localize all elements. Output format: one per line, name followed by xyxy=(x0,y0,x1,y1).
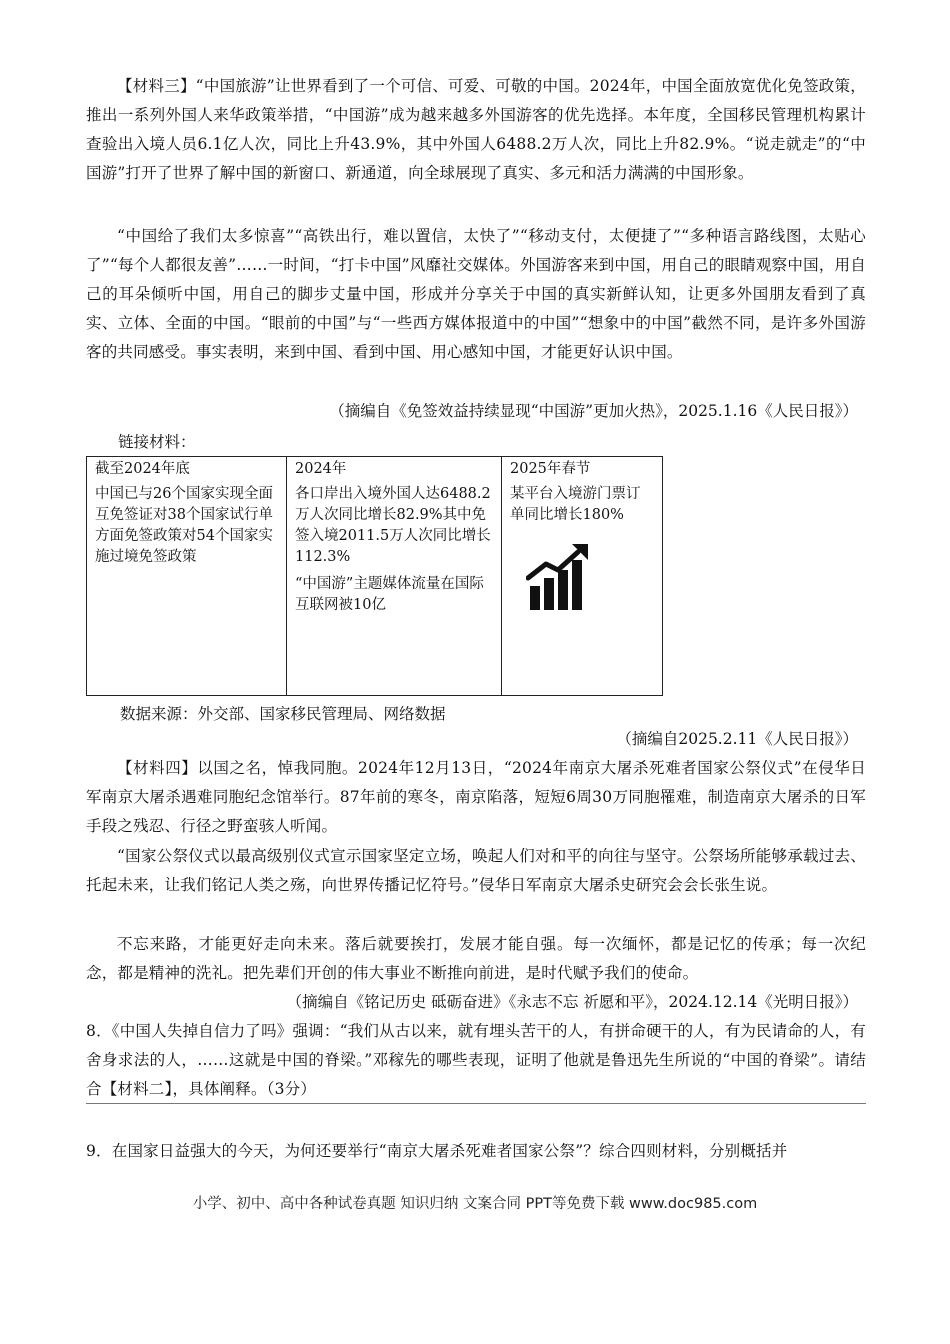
table-cell-2024-entries xyxy=(287,457,502,696)
cell-text: 中国已与26个国家实现全面互免签证对38个国家试行单方面免签政策对54个国家实施过境免签政策 xyxy=(95,486,273,565)
material4-paragraph-2: “国家公祭仪式以最高级别仪式宣示国家坚定立场，唤起人们对和平的向往与坚守。公祭场所能够承载过去、托起未来，让我们铭记人类之殇，向世界传播记忆符号。”侵华日军南京大屠杀史研究会会长张生说。 xyxy=(86,847,866,894)
material3-paragraph-2: “中国给了我们太多惊喜”“高铁出行，难以置信，太快了”“移动支付，太便捷了”“多种语言路线图，太贴心了”“每个人都很友善”……一时间，“打卡中国”风靡社交媒体。外国游客来到中国，用自己的眼睛观察中国，用自己的耳朵倾听中国，用自己的脚步丈量中国，形成并分享关于中国的真实新鲜认知，让更多外国朋友看到了真实、立体、全面的中国。“眼前的中国”与“一些西方媒体报道中的中国”“想象中的中国”截然不同，是许多外国游客的共同感受。事实表明，来到中国、看到中国、用心感知中国，才能更好认识中国。 xyxy=(86,227,866,361)
material4-paragraph-1: 【材料四】以国之名，悼我同胞。2024年12月13日，“2024年南京大屠杀死难者国家公祭仪式”在侵华日军南京大屠杀遇难同胞纪念馆举行。87年前的寒冬，南京陷落，短短6周30万同胞罹难，制造南京大屠杀的日军手段之残忍、行径之野蛮骇人听闻。 xyxy=(86,759,866,835)
table-row xyxy=(87,457,663,696)
cell-heading: 2025年春节 xyxy=(510,461,591,477)
cell-text: 各口岸出入境外国人达6488.2万人次同比增长82.9%其中免签入境2011.5万人次同比增长112.3% xyxy=(295,486,491,565)
link-material-source: （摘编自2025.2.11《人民日报》） xyxy=(616,730,858,748)
material3-paragraph-1: 【材料三】“中国旅游”让世界看到了一个可信、可爱、可敬的中国。2024年，中国全面放宽优化免签政策，推出一系列外国人来华政策举措，“中国游”成为越来越多外国游客的优先选择。本年度，全国移民管理机构累计查验出入境人员6.1亿人次，同比上升43.9%，其中外国人6488.2万人次，同比上升82.9%。“说走就走”的“中国游”打开了世界了解中国的新窗口、新通道，向全球展现了真实、多元和活力满满的中国形象。 xyxy=(86,77,866,182)
question-8: 8．《中国人失掉自信力了吗》强调：“我们从古以来，就有埋头苦干的人，有拼命硬干的人，有为民请命的人，有舍身求法的人，……这就是中国的脊梁。”邓稼先的哪些表现，证明了他就是鲁迅先生所说的“中国的脊梁”。请结合【材料二】，具体阐释。（3分） xyxy=(86,1022,866,1098)
answer-line xyxy=(86,1103,866,1104)
material4-paragraph-3: 不忘来路，才能更好走向未来。落后就要挨打，发展才能自强。每一次缅怀，都是记忆的传承；每一次纪念，都是精神的洗礼。把先辈们开创的伟大事业不断推向前进，是时代赋予我们的使命。 xyxy=(86,935,866,982)
link-material-table xyxy=(86,456,663,696)
table-cell-visa-policy xyxy=(87,457,287,696)
data-source-note: 数据来源：外交部、国家移民管理局、网络数据 xyxy=(120,705,446,723)
table-cell-spring-festival xyxy=(502,457,663,696)
question-9: 9．在国家日益强大的今天，为何还要举行“南京大屠杀死难者国家公祭”？综合四则材料，分别概括并 xyxy=(86,1142,788,1160)
growth-chart-icon xyxy=(526,542,598,610)
cell-text: 某平台入境游门票订单同比增长180% xyxy=(510,486,641,523)
material4-source: （摘编自《铭记历史 砥砺奋进》《永志不忘 祈愿和平》，2024.12.14《光明日报》） xyxy=(286,993,858,1011)
cell-heading: 2024年 xyxy=(295,461,347,477)
material3-source: （摘编自《免签效益持续显现“中国游”更加火热》，2025.1.16《人民日报》） xyxy=(329,402,858,420)
cell-heading: 截至2024年底 xyxy=(95,461,190,477)
page-footer: 小学、初中、高中各种试卷真题 知识归纳 文案合同 PPT等免费下载 www.doc985.com xyxy=(192,1196,758,1212)
cell-text-extra: “中国游”主题媒体流量在国际互联网被10亿 xyxy=(295,576,484,613)
link-material-label: 链接材料： xyxy=(118,433,196,451)
